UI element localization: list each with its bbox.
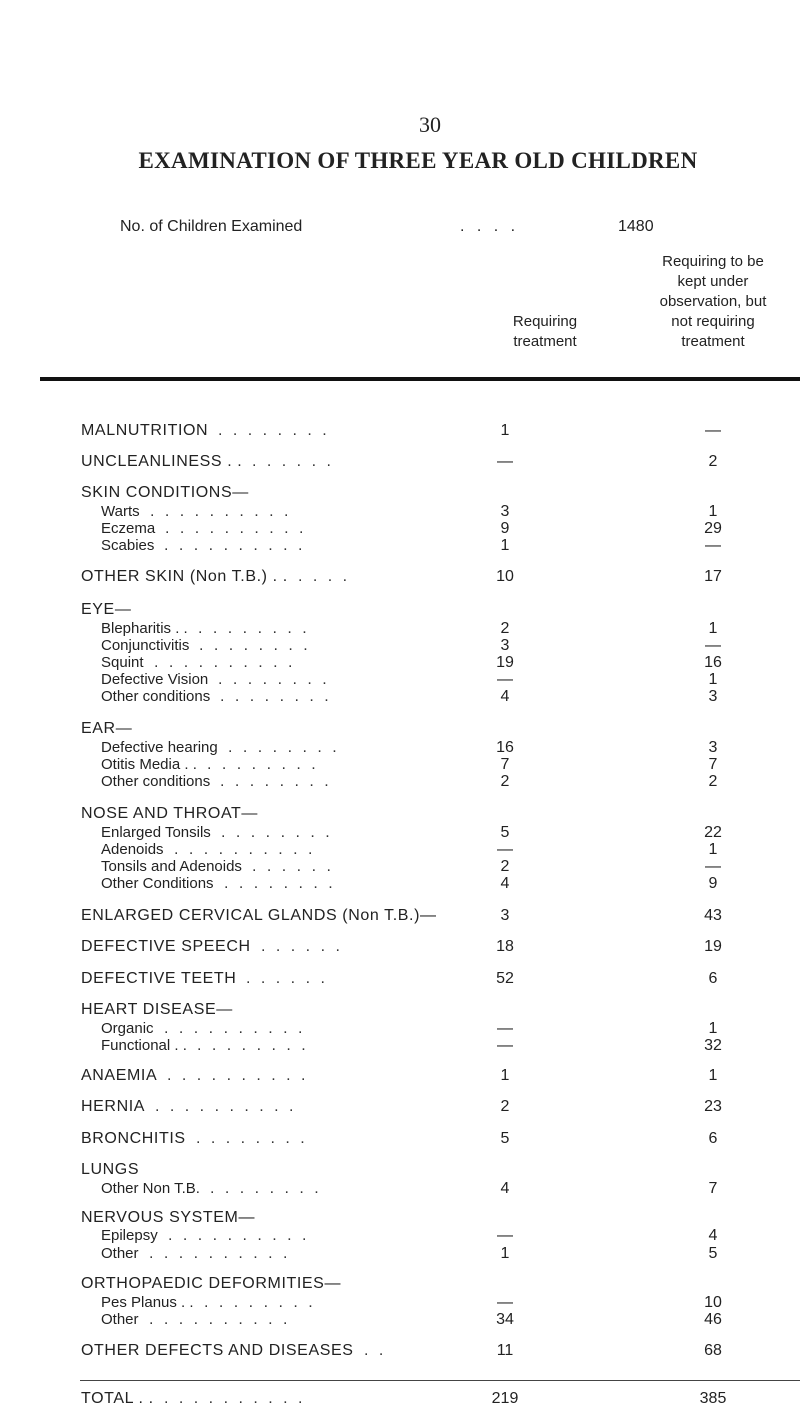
row-leader-dots: . . . . . . . . . . xyxy=(149,1311,291,1328)
row-observation-value: 1 xyxy=(708,671,718,688)
row-leader-dots: . . . . . . xyxy=(261,938,343,955)
row-label: ENLARGED CERVICAL GLANDS (Non T.B.)— xyxy=(81,907,437,924)
total-divider xyxy=(80,1380,800,1381)
row-leader-dots: . . . . . . . . . . xyxy=(164,1390,306,1407)
row-leader-dots: . . . . . . xyxy=(246,970,328,987)
table-row xyxy=(0,1035,800,1057)
row-label: LUNGS xyxy=(81,1161,140,1178)
row-label: Other Conditions xyxy=(101,875,214,892)
row-leader-dots: . . . . . . . . xyxy=(197,1037,309,1054)
row-label: SKIN CONDITIONS— xyxy=(81,484,249,501)
row-label: Epilepsy xyxy=(101,1227,158,1244)
row-label: Other xyxy=(101,1245,139,1262)
row-label: Eczema xyxy=(101,520,156,537)
row-treatment-value: 219 xyxy=(491,1390,519,1407)
row-treatment-value: — xyxy=(497,841,513,858)
row-observation-value: 7 xyxy=(708,756,718,773)
row-label: DEFECTIVE TEETH xyxy=(81,970,237,987)
table-row xyxy=(0,873,800,895)
row-label: Other conditions xyxy=(101,773,211,790)
table-row xyxy=(0,968,800,990)
row-treatment-value: 19 xyxy=(496,654,514,671)
row-observation-value: 3 xyxy=(708,688,718,705)
row-leader-dots: . . . . . . . . xyxy=(228,739,340,756)
row-label: Defective Vision xyxy=(101,671,209,688)
row-treatment-value: 3 xyxy=(500,907,510,924)
row-leader-dots: . . . . . . . . . . xyxy=(168,1227,310,1244)
row-label: TOTAL . . xyxy=(81,1390,154,1407)
row-observation-value: — xyxy=(705,858,721,875)
row-label: NERVOUS SYSTEM— xyxy=(81,1209,256,1226)
row-treatment-value: 34 xyxy=(496,1311,514,1328)
table-row xyxy=(0,1243,800,1265)
row-label: Organic xyxy=(101,1020,154,1037)
page-title: EXAMINATION OF THREE YEAR OLD CHILDREN xyxy=(138,148,698,173)
row-leader-dots: . . . . xyxy=(298,568,351,585)
table-row xyxy=(0,1065,800,1087)
row-label: Blepharitis . . xyxy=(101,620,188,637)
row-treatment-value: — xyxy=(497,671,513,688)
row-treatment-value: 16 xyxy=(496,739,514,756)
row-observation-value: 23 xyxy=(704,1098,722,1115)
row-observation-value: 19 xyxy=(704,938,722,955)
row-observation-value: — xyxy=(705,637,721,654)
row-label: ORTHOPAEDIC DEFORMITIES— xyxy=(81,1275,342,1292)
table-row xyxy=(0,1309,800,1331)
row-label: OTHER SKIN (Non T.B.) . . xyxy=(81,568,288,585)
row-label: OTHER DEFECTS AND DISEASES xyxy=(81,1342,354,1359)
table-row xyxy=(0,905,800,927)
row-leader-dots: . . . . . . . . xyxy=(204,1294,316,1311)
row-label: Defective hearing xyxy=(101,739,218,756)
row-treatment-value: 1 xyxy=(500,422,510,439)
children-examined-value: 1480 xyxy=(618,218,654,235)
row-label: Squint xyxy=(101,654,144,671)
table-row xyxy=(0,535,800,557)
row-leader-dots: . . . . . . . . . . xyxy=(149,1245,291,1262)
row-leader-dots: . . . . . . . . . . xyxy=(155,1098,297,1115)
column-header-treatment: Requiring treatment xyxy=(512,313,578,350)
row-label: Functional . . xyxy=(101,1037,187,1054)
row-label: HEART DISEASE— xyxy=(81,1001,233,1018)
row-leader-dots: . . . . . . . . xyxy=(218,422,330,439)
row-treatment-value: 11 xyxy=(496,1342,514,1359)
row-label: Tonsils and Adenoids xyxy=(101,858,242,875)
row-label: Other Non T.B. xyxy=(101,1180,200,1197)
row-observation-value: 6 xyxy=(708,1130,718,1147)
row-leader-dots: . . . . . . xyxy=(252,858,334,875)
row-treatment-value: 10 xyxy=(496,568,514,585)
table-row xyxy=(0,451,800,473)
row-label: Pes Planus . . xyxy=(101,1294,194,1311)
row-label: MALNUTRITION xyxy=(81,422,209,439)
row-leader-dots: . . . . . . . . xyxy=(210,1180,322,1197)
row-observation-value: 3 xyxy=(708,739,718,756)
row-label: Otitis Media . . xyxy=(101,756,197,773)
table-row xyxy=(0,1388,800,1410)
row-observation-value: 1 xyxy=(708,620,718,637)
row-treatment-value: — xyxy=(497,453,513,470)
row-leader-dots: . . . . . . . . xyxy=(224,875,336,892)
row-treatment-value: 3 xyxy=(500,503,510,520)
row-observation-value: 6 xyxy=(708,970,718,987)
table-row xyxy=(0,1128,800,1150)
row-observation-value: 2 xyxy=(708,453,718,470)
row-leader-dots: . . . . . . . . xyxy=(221,824,333,841)
row-label: NOSE AND THROAT— xyxy=(81,805,259,822)
row-observation-value: 2 xyxy=(708,773,718,790)
row-observation-value: 22 xyxy=(704,824,722,841)
children-examined-label: No. of Children Examined xyxy=(120,218,303,235)
row-treatment-value: 9 xyxy=(500,520,510,537)
row-observation-value: 1 xyxy=(708,1067,718,1084)
row-observation-value: 5 xyxy=(708,1245,718,1262)
row-treatment-value: 2 xyxy=(500,858,510,875)
table-row xyxy=(0,1178,800,1200)
row-label: HERNIA xyxy=(81,1098,146,1115)
row-treatment-value: 4 xyxy=(500,1180,510,1197)
row-observation-value: 29 xyxy=(704,520,722,537)
row-leader-dots: . . . . . . . . xyxy=(220,773,332,790)
row-label: ANAEMIA xyxy=(81,1067,158,1084)
row-observation-value: — xyxy=(705,537,721,554)
row-label: Other conditions xyxy=(101,688,211,705)
row-leader-dots: . . . . . . . . xyxy=(218,671,330,688)
row-label: DEFECTIVE SPEECH xyxy=(81,938,251,955)
row-treatment-value: 3 xyxy=(500,637,510,654)
row-leader-dots: . . . . . . . . xyxy=(196,1130,308,1147)
row-leader-dots: . . . . . . . . . . xyxy=(154,654,296,671)
row-leader-dots: . . . . . . . . . . xyxy=(165,520,307,537)
row-observation-value: — xyxy=(705,422,721,439)
row-treatment-value: 4 xyxy=(500,688,510,705)
row-observation-value: 68 xyxy=(704,1342,722,1359)
row-leader-dots: . . . . . . . . . . xyxy=(164,537,306,554)
children-examined-leader: . . . . xyxy=(460,218,520,235)
row-leader-dots: . . . . . . . . xyxy=(220,688,332,705)
row-treatment-value: 4 xyxy=(500,875,510,892)
row-treatment-value: 1 xyxy=(500,537,510,554)
row-treatment-value: 2 xyxy=(500,773,510,790)
row-observation-value: 9 xyxy=(708,875,718,892)
table-row xyxy=(0,420,800,442)
table-row xyxy=(0,566,800,588)
row-treatment-value: 1 xyxy=(500,1067,510,1084)
row-treatment-value: 5 xyxy=(500,1130,510,1147)
row-label: Adenoids xyxy=(101,841,164,858)
row-observation-value: 7 xyxy=(708,1180,718,1197)
row-treatment-value: 18 xyxy=(496,938,514,955)
row-label: UNCLEANLINESS . . xyxy=(81,453,243,470)
row-leader-dots: . . . . . . . . xyxy=(199,637,311,654)
row-leader-dots: . . . . . . . . . . xyxy=(174,841,316,858)
row-observation-value: 46 xyxy=(704,1311,722,1328)
row-label: Conjunctivitis xyxy=(101,637,190,654)
table-row xyxy=(0,686,800,708)
row-treatment-value: — xyxy=(497,1037,513,1054)
page-number: 30 xyxy=(419,112,441,137)
row-observation-value: 32 xyxy=(704,1037,722,1054)
row-leader-dots: . . . . . . . . xyxy=(207,756,319,773)
row-label: Warts xyxy=(101,503,140,520)
row-leader-dots: . . . . . . xyxy=(252,453,334,470)
row-leader-dots: . . . . . . . . . . xyxy=(167,1067,309,1084)
row-label: Enlarged Tonsils xyxy=(101,824,211,841)
row-leader-dots: . . . . . . . . . . xyxy=(150,503,292,520)
row-observation-value: 16 xyxy=(704,654,722,671)
table-row xyxy=(0,936,800,958)
row-observation-value: 10 xyxy=(704,1294,722,1311)
row-treatment-value: 7 xyxy=(500,756,510,773)
row-treatment-value: — xyxy=(497,1020,513,1037)
row-observation-value: 1 xyxy=(708,503,718,520)
row-label: EYE— xyxy=(81,601,132,618)
row-observation-value: 4 xyxy=(708,1227,718,1244)
row-label: BRONCHITIS xyxy=(81,1130,186,1147)
row-leader-dots: . . . . . . . . . . xyxy=(164,1020,306,1037)
row-label: Other xyxy=(101,1311,139,1328)
row-observation-value: 1 xyxy=(708,841,718,858)
row-observation-value: 43 xyxy=(704,907,722,924)
table-row xyxy=(0,1340,800,1362)
row-observation-value: 17 xyxy=(704,568,722,585)
row-observation-value: 1 xyxy=(708,1020,718,1037)
row-treatment-value: 2 xyxy=(500,1098,510,1115)
row-treatment-value: 1 xyxy=(500,1245,510,1262)
row-treatment-value: — xyxy=(497,1227,513,1244)
row-observation-value: 385 xyxy=(699,1390,727,1407)
table-row xyxy=(0,1096,800,1118)
row-leader-dots: . . . . . . . . xyxy=(198,620,310,637)
row-treatment-value: 52 xyxy=(496,970,514,987)
table-row xyxy=(0,771,800,793)
row-treatment-value: 2 xyxy=(500,620,510,637)
column-header-observation: Requiring to be kept under observation, but not requiring treatment xyxy=(659,253,767,350)
row-treatment-value: — xyxy=(497,1294,513,1311)
row-treatment-value: 5 xyxy=(500,824,510,841)
row-label: Scabies xyxy=(101,537,155,554)
row-leader-dots: . . xyxy=(364,1342,387,1359)
row-label: EAR— xyxy=(81,720,133,737)
